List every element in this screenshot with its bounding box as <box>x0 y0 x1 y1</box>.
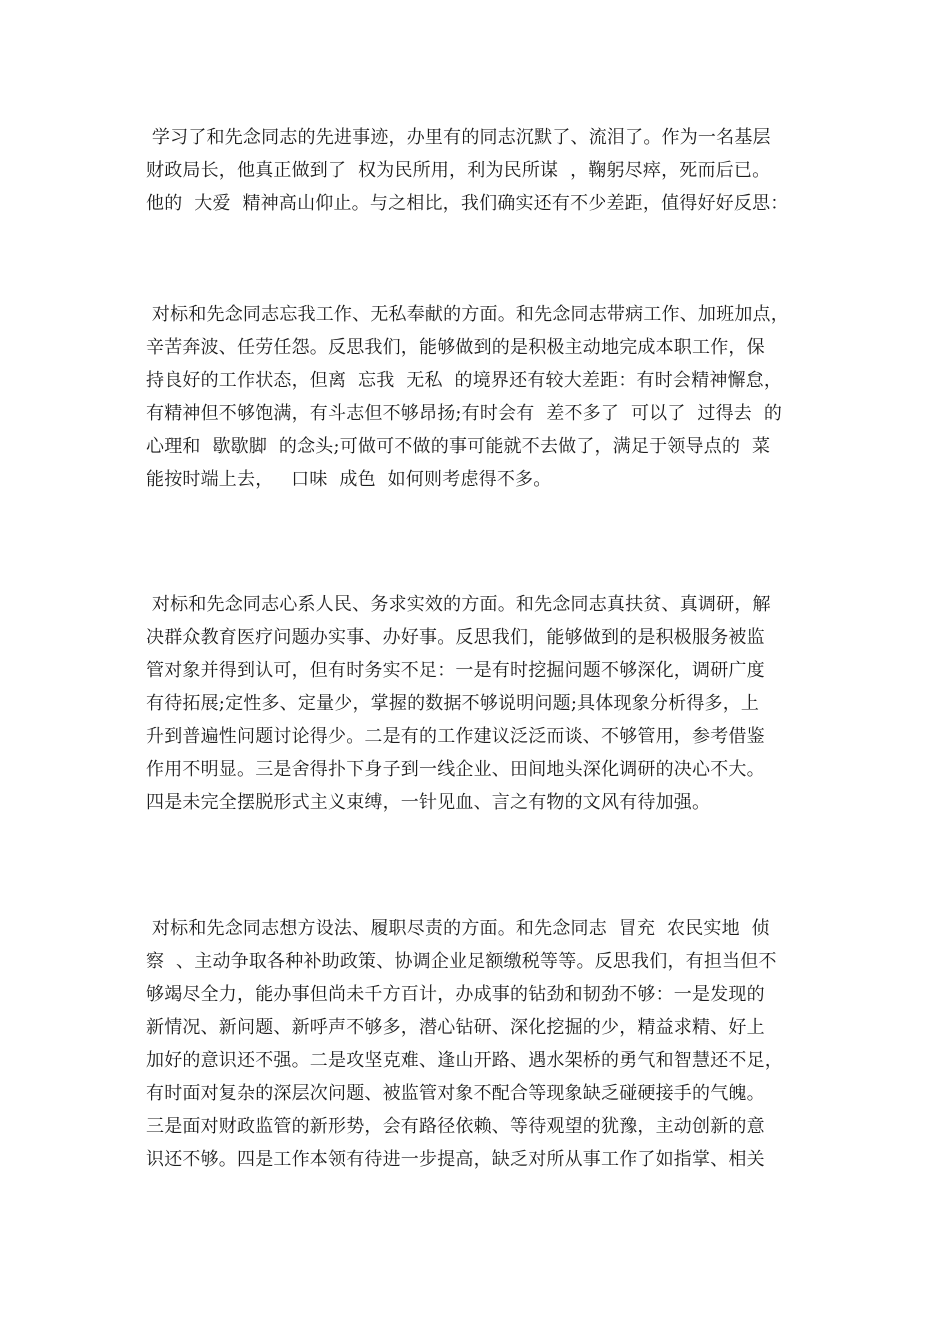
paragraph-duty <box>146 912 826 1176</box>
text-line: 三是面对财政监管的新形势，会有路径依赖、等待观望的犹豫，主动创新的意 <box>146 1116 765 1137</box>
text-line: 够竭尽全力，能办事但尚未千方百计，办成事的钻劲和韧劲不够：一是发现的 <box>146 984 765 1005</box>
text-line: 识还不够。四是工作本领有待进一步提高，缺乏对所从事工作了如指掌、相关 <box>146 1149 765 1170</box>
paragraph-dedication <box>146 298 826 496</box>
text-line: 学习了和先念同志的先进事迹，办里有的同志沉默了、流泪了。作为一名基层 <box>146 127 771 148</box>
text-line: 察 、主动争取各种补助政策、协调企业足额缴税等等。反思我们，有担当但不 <box>146 951 777 972</box>
text-line: 对标和先念同志想方设法、履职尽责的方面。和先念同志 冒充 农民实地 侦 <box>146 918 770 939</box>
paragraph-intro <box>146 121 826 220</box>
text-line: 作用不明显。三是舍得扑下身子到一线企业、田间地头深化调研的决心不大。 <box>146 759 765 780</box>
text-line: 有待拓展;定性多、定量少，掌握的数据不够说明问题;具体现象分析得多，上 <box>146 693 760 714</box>
text-line: 心理和 歇歇脚 的念头;可做可不做的事可能就不去做了，满足于领导点的 菜 <box>146 436 771 457</box>
text-line: 能按时端上去， 口味 成色 如何则考虑得不多。 <box>146 469 552 490</box>
text-line: 升到普遍性问题讨论得少。二是有的工作建议泛泛而谈、不够管用，参考借鉴 <box>146 726 765 747</box>
text-line: 新情况、新问题、新呼声不够多，潜心钻研、深化挖掘的少，精益求精、好上 <box>146 1017 765 1038</box>
text-line: 决群众教育医疗问题办实事、办好事。反思我们，能够做到的是积极服务被监 <box>146 627 765 648</box>
text-line: 辛苦奔波、任劳任怨。反思我们，能够做到的是积极主动地完成本职工作，保 <box>146 337 765 358</box>
text-line: 管对象并得到认可，但有时务实不足：一是有时挖掘问题不够深化，调研广度 <box>146 660 765 681</box>
text-line: 四是未完全摆脱形式主义束缚，一针见血、言之有物的文风有待加强。 <box>146 792 711 813</box>
text-line: 他的 大爱 精神高山仰止。与之相比，我们确实还有不少差距，值得好好反思： <box>146 193 789 214</box>
text-line: 加好的意识还不强。二是攻坚克难、逢山开路、遇水架桥的勇气和智慧还不足， <box>146 1050 783 1071</box>
paragraph-people <box>146 588 826 819</box>
text-line: 有时面对复杂的深层次问题、被监管对象不配合等现象缺乏碰硬接手的气魄。 <box>146 1083 765 1104</box>
text-line: 财政局长，他真正做到了 权为民所用，利为民所谋 ，鞠躬尽瘁，死而后已。 <box>146 160 771 181</box>
text-line: 有精神但不够饱满，有斗志但不够昂扬;有时会有 差不多了 可以了 过得去 的 <box>146 403 783 424</box>
text-line: 持良好的工作状态，但离 忘我 无私 的境界还有较大差距：有时会精神懈怠， <box>146 370 783 391</box>
text-line: 对标和先念同志心系人民、务求实效的方面。和先念同志真扶贫、真调研，解 <box>146 594 771 615</box>
text-line: 对标和先念同志忘我工作、无私奉献的方面。和先念同志带病工作、加班加点， <box>146 304 789 325</box>
